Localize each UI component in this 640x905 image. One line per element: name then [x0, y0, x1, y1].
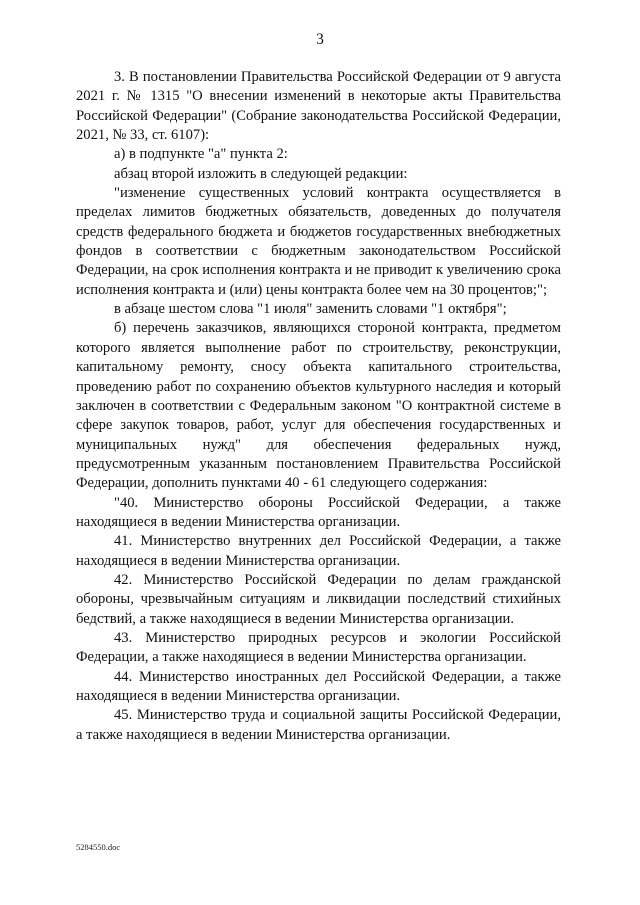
list-item-42: 42. Министерство Российской Федерации по делам гражданской обороны, чрезвычайным ситуациям и ликвидации последствий стихийных бедствий, а также находящиеся в ведении Министерства организации. — [76, 571, 561, 627]
page-number: 3 — [316, 31, 324, 48]
paragraph-item-3: 3. В постановлении Правительства Российской Федерации от 9 августа 2021 г. № 1315 "О внесении изменений в некоторые акты Правительства Российской Федерации" (Собрание законодательства Российской Федерации, 2021, № 33, ст. 6107): — [76, 69, 561, 144]
list-item-40: "40. Министерство обороны Российской Федерации, а также находящиеся в ведении Министерства организации. — [76, 494, 561, 530]
list-item-41: 41. Министерство внутренних дел Российской Федерации, а также находящиеся в ведении Министерства организации. — [76, 533, 561, 569]
list-item-45: 45. Министерство труда и социальной защиты Российской Федерации, а также находящиеся в ведении Министерства организации. — [76, 707, 561, 743]
paragraph-subitem-b: б) перечень заказчиков, являющихся стороной контракта, предметом которого является выполнение работ по строительству, реконструкции, капитальному ремонту, сносу объекта капитального строительства, проведению работ по сохранению объектов культурного наследия и который заключен в соответствии с Федеральным законом "О контрактной системе в сфере закупок товаров, работ, услуг для обеспечения государственных и муниципальных нужд" для обеспечения федеральных нужд, предусмотренным указанным постановлением Правительства Российской Федерации, дополнить пунктами 40 - 61 следующего содержания: — [76, 320, 561, 492]
paragraph-quoted-text: "изменение существенных условий контракта осуществляется в пределах лимитов бюджетных обязательств, доведенных до получателя средств федерального бюджета и бюджетов государственных внебюджетных фондов в соответствии с бюджетным законодательством Российской Федерации, на срок исполнения контракта и не приводит к увеличению срока исполнения контракта и (или) цены контракта более чем на 30 процентов;"; — [76, 185, 561, 298]
paragraph-subitem-a: а) в подпункте "а" пункта 2: — [114, 146, 288, 163]
list-item-43: 43. Министерство природных ресурсов и экологии Российской Федерации, а также находящиеся в ведении Министерства организации. — [76, 629, 561, 666]
document-body — [76, 68, 561, 745]
list-item-44: 44. Министерство иностранных дел Российской Федерации, а также находящиеся в ведении Министерства организации. — [76, 668, 561, 704]
paragraph-replace-words: в абзаце шестом слова "1 июля" заменить словами "1 октября"; — [114, 301, 507, 318]
footer-filename: 5284550.doc — [76, 842, 121, 852]
paragraph-instruction: абзац второй изложить в следующей редакции: — [114, 165, 408, 182]
